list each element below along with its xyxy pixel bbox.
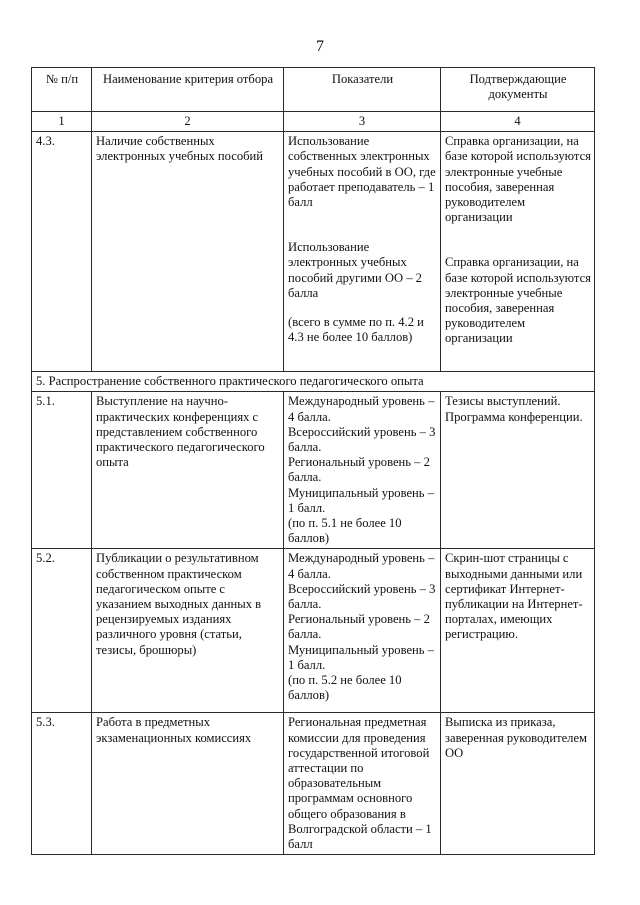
indicator-line: Международный уровень – 4 балла. bbox=[288, 551, 435, 581]
criterion-name: Выступление на научно-практических конференциях с представлением собственного практического педагогического опыта bbox=[92, 392, 284, 549]
page-number: 7 bbox=[316, 38, 324, 55]
indicator-line: Международный уровень – 4 балла. bbox=[288, 394, 435, 424]
indicator-line: Региональный уровень – 2 балла. bbox=[288, 612, 430, 642]
indicator-line: Всероссийский уровень – 3 балла. bbox=[288, 581, 436, 612]
header-num: № п/п bbox=[32, 68, 92, 112]
document-text: Справка организации, на базе которой используются электронные учебные пособия, заверенная руководителем организации bbox=[445, 134, 591, 225]
indicators-cell bbox=[284, 392, 441, 549]
column-numbers-row bbox=[32, 112, 595, 132]
document-cell: Тезисы выступлений. Программа конференции. bbox=[441, 392, 595, 549]
document-text: Справка организации, на базе которой используются электронные учебные пособия, заверенная руководителем организации bbox=[445, 255, 591, 346]
criterion-name: Наличие собственных электронных учебных пособий bbox=[92, 132, 284, 372]
indicators-cell bbox=[284, 132, 441, 372]
document-cell: Скрин-шот страницы с выходными данными или сертификат Интернет-публикации на Интернет-порталах, имеющих регистрацию. bbox=[441, 549, 595, 713]
column-number-4: 4 bbox=[441, 112, 595, 132]
indicator-note: (по п. 5.1 не более 10 баллов) bbox=[288, 516, 402, 546]
indicator-line: Всероссийский уровень – 3 балла. bbox=[288, 424, 436, 455]
table-row-4-3 bbox=[32, 132, 595, 372]
indicators-cell bbox=[284, 549, 441, 713]
column-number-3: 3 bbox=[284, 112, 441, 132]
indicator-text: Использование собственных электронных учебных пособий в ОО, где работает преподаватель – 1 балл bbox=[288, 134, 436, 210]
criteria-table bbox=[31, 67, 595, 855]
header-name: Наименование критерия отбора bbox=[92, 68, 284, 112]
indicator-line: Региональный уровень – 2 балла. bbox=[288, 455, 430, 485]
table-row-5-3 bbox=[32, 713, 595, 855]
documents-cell bbox=[441, 132, 595, 372]
document-cell: Выписка из приказа, заверенная руководителем ОО bbox=[441, 713, 595, 855]
header-documents: Подтверждающие документы bbox=[441, 68, 595, 112]
section-title: 5. Распространение собственного практического педагогического опыта bbox=[32, 372, 595, 392]
column-number-2: 2 bbox=[92, 112, 284, 132]
indicator-line: Муниципальный уровень – 1 балл. bbox=[288, 485, 434, 515]
criterion-name: Публикации о результативном собственном практическом педагогическом опыте с указанием выходных данных в рецензируемых изданиях различного уровня (статьи, тезисы, брошюры) bbox=[92, 549, 284, 713]
indicator-note: (всего в сумме по п. 4.2 и 4.3 не более 10 баллов) bbox=[288, 315, 424, 345]
section-row bbox=[32, 372, 595, 392]
row-number: 4.3. bbox=[32, 132, 92, 372]
table-row-5-1 bbox=[32, 392, 595, 549]
indicator-text: Использование электронных учебных пособий другими ОО – 2 балла bbox=[288, 240, 422, 300]
indicator-cell: Региональная предметная комиссии для проведения государственной итоговой аттестации по образовательным программам основного общего образования в Волгоградской области – 1 балл bbox=[284, 713, 441, 855]
column-number-1: 1 bbox=[32, 112, 92, 132]
row-number: 5.2. bbox=[32, 549, 92, 713]
row-number: 5.3. bbox=[32, 713, 92, 855]
header-indicators: Показатели bbox=[284, 68, 441, 112]
header-row bbox=[32, 68, 595, 112]
indicator-note: (по п. 5.2 не более 10 баллов) bbox=[288, 673, 402, 703]
indicator-line: Муниципальный уровень – 1 балл. bbox=[288, 642, 434, 672]
table-row-5-2 bbox=[32, 549, 595, 713]
row-number: 5.1. bbox=[32, 392, 92, 549]
criterion-name: Работа в предметных экзаменационных комиссиях bbox=[92, 713, 284, 855]
